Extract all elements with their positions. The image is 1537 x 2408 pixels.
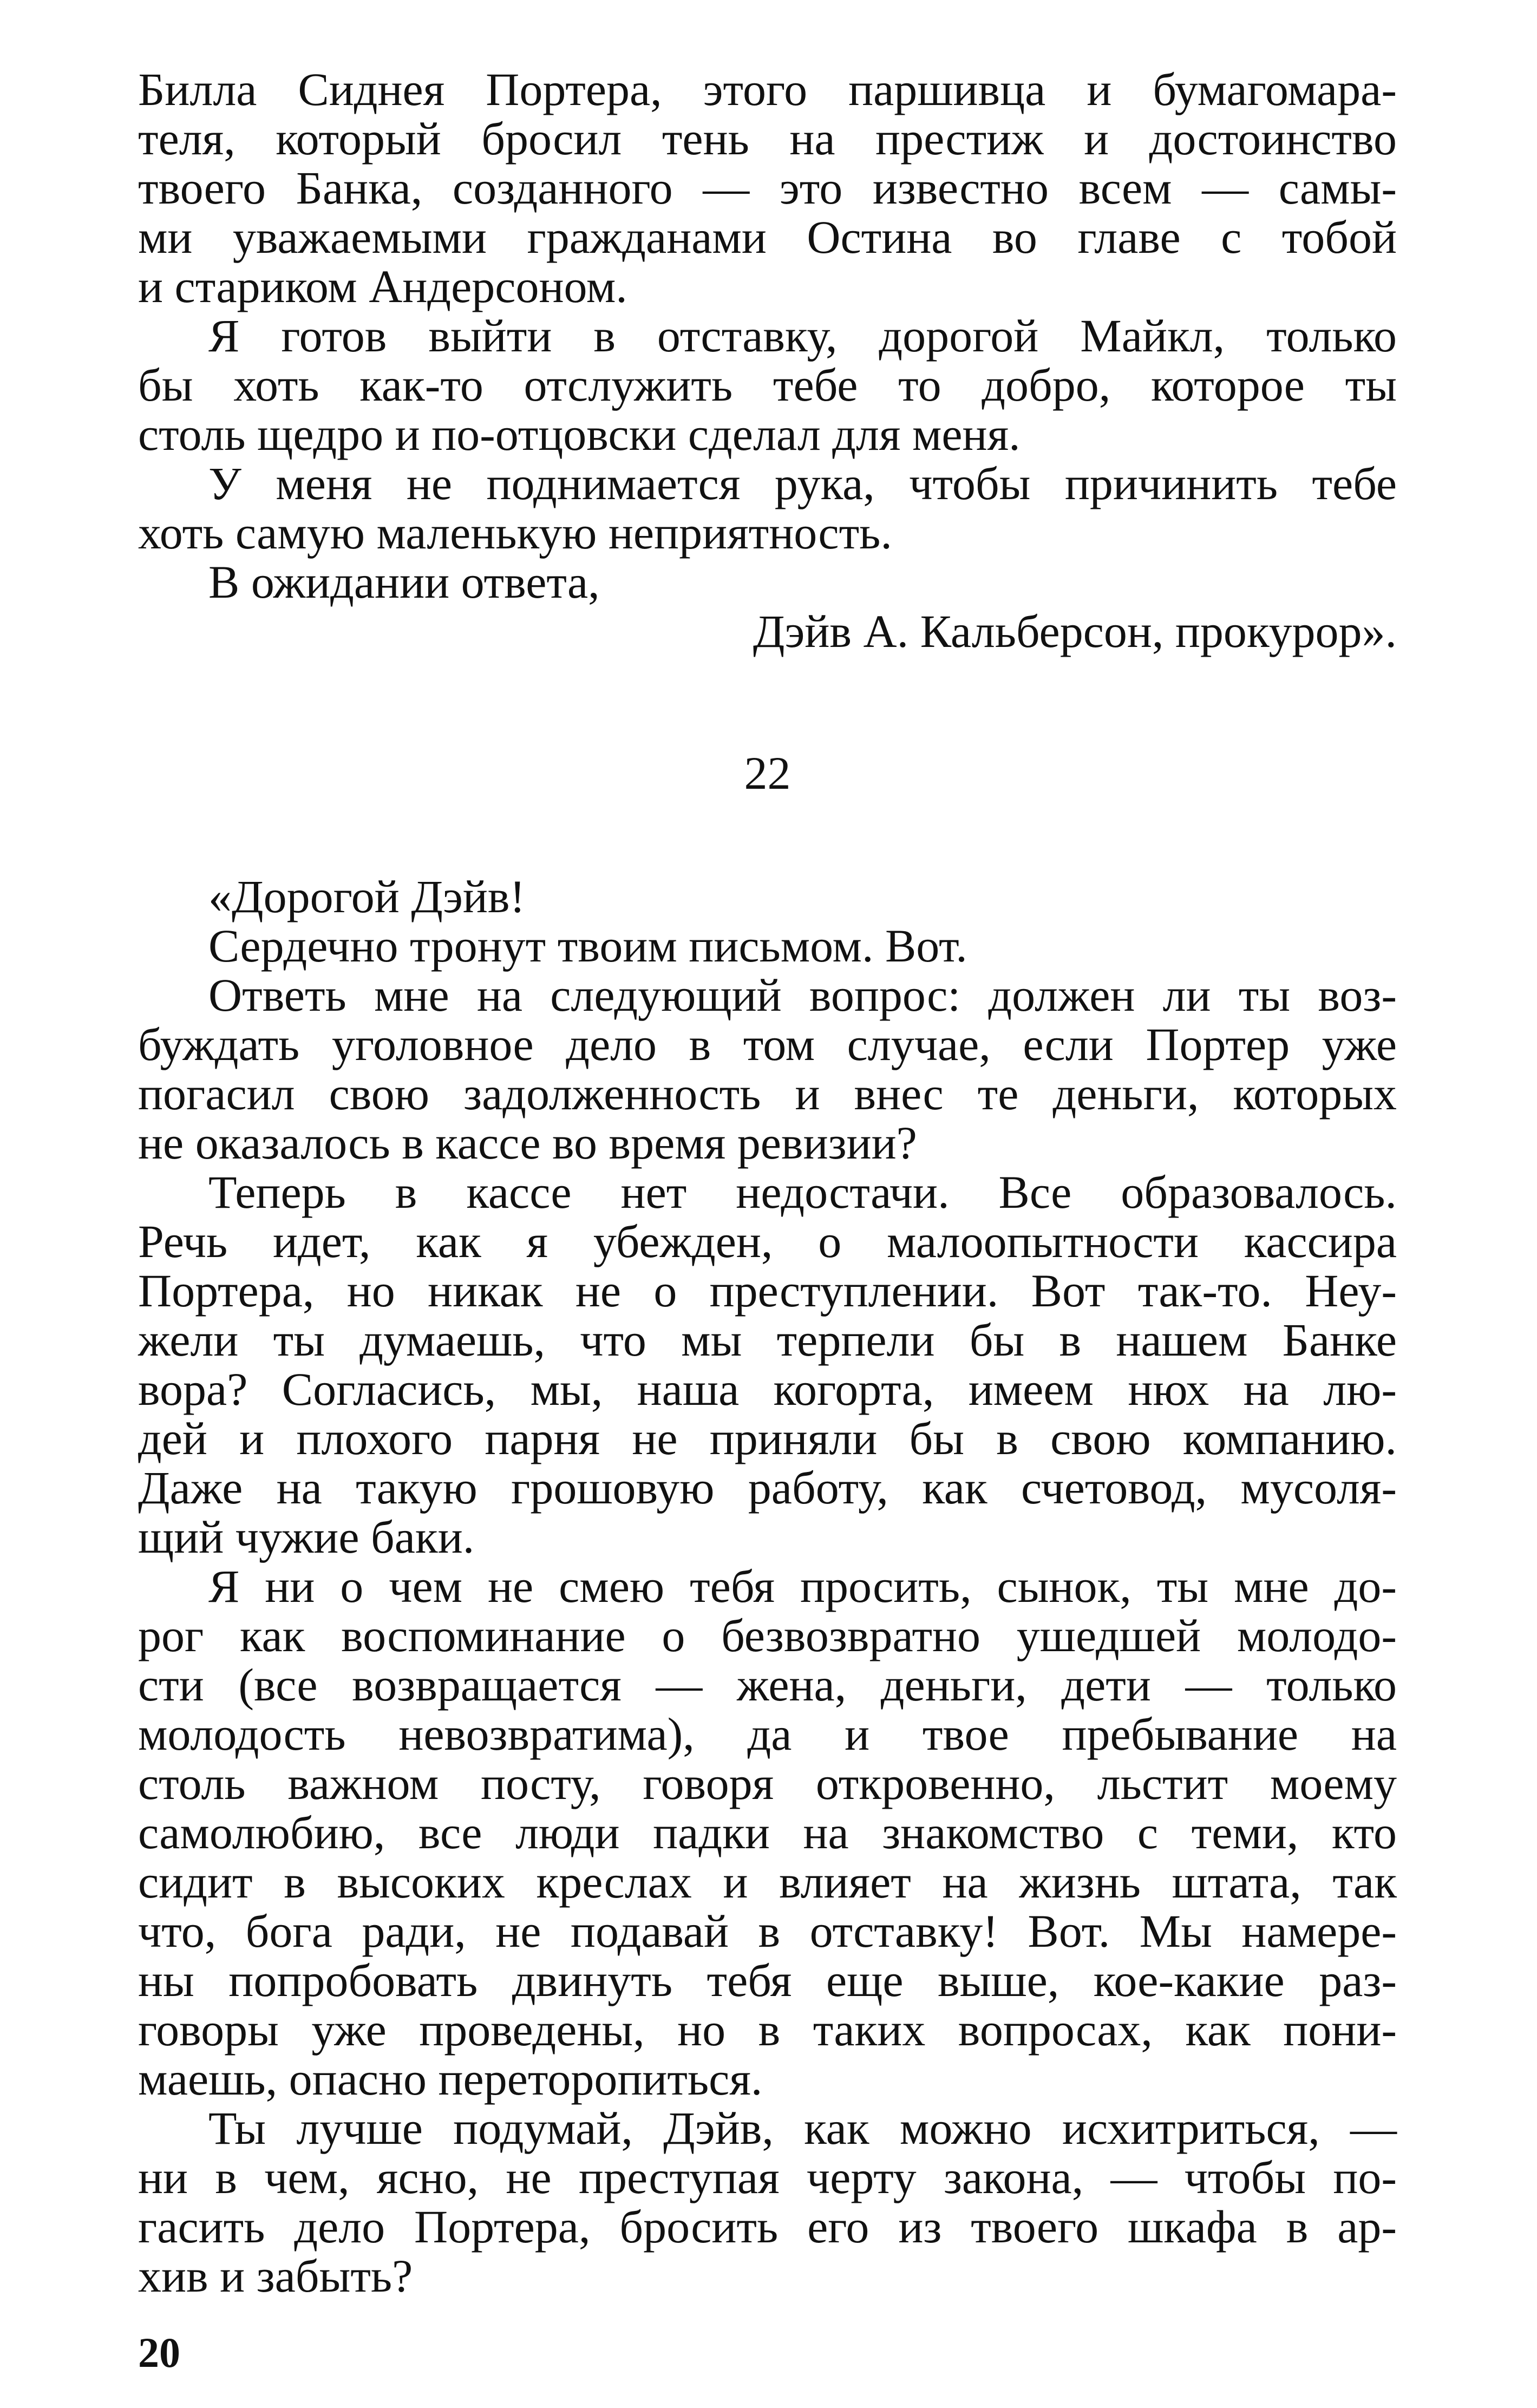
text-line: что, бога ради, не подавай в отставку! Вот. Мы намере- xyxy=(138,1905,1397,1957)
text-line: самолюбию, все люди падки на знакомство с теми, кто xyxy=(138,1807,1397,1859)
text-line: сидит в высоких креслах и влияет на жизнь штата, так xyxy=(138,1856,1397,1908)
text-line: погасил свою задолженность и внес те деньги, которых xyxy=(138,1068,1397,1120)
text-line: столь важном посту, говоря откровенно, льстит моему xyxy=(138,1757,1397,1809)
text-line: Ты лучше подумай, Дэйв, как можно исхитриться, — xyxy=(208,2102,1397,2154)
page-body xyxy=(138,65,1397,2301)
letter-reply xyxy=(138,872,1397,2301)
text-line: ны попробовать двинуть тебя еще выше, кое-какие раз- xyxy=(138,1954,1397,2006)
page-number: 20 xyxy=(138,2329,180,2376)
text-line: хив и забыть? xyxy=(138,2250,413,2302)
text-line: и стариком Андерсоном. xyxy=(138,260,627,312)
text-line: твоего Банка, созданного — это известно всем — самы- xyxy=(138,162,1397,214)
text-line: Ответь мне на следующий вопрос: должен ли ты воз- xyxy=(208,969,1397,1021)
text-line: дей и плохого парня не приняли бы в свою компанию. xyxy=(138,1412,1397,1464)
text-line: молодость невозвратима), да и твое пребывание на xyxy=(138,1708,1397,1760)
text-line: столь щедро и по-отцовски сделал для меня. xyxy=(138,408,1021,460)
text-line: Портера, но никак не о преступлении. Вот так-то. Неу- xyxy=(138,1265,1397,1317)
text-line: Я готов выйти в отставку, дорогой Майкл, только xyxy=(208,310,1397,362)
text-line: ни в чем, ясно, не преступая черту закона, — чтобы по- xyxy=(138,2151,1397,2203)
text-line: У меня не поднимается рука, чтобы причинить тебе xyxy=(208,457,1397,509)
chapter-number: 22 xyxy=(744,747,791,799)
text-line: «Дорогой Дэйв! xyxy=(208,871,526,922)
text-line: Теперь в кассе нет недостачи. Все образовалось. xyxy=(208,1166,1397,1218)
text-line: Речь идет, как я убежден, о малоопытности кассира xyxy=(138,1215,1397,1267)
text-line: бы хоть как-то отслужить тебе то добро, которое ты xyxy=(138,359,1397,411)
signature: Дэйв А. Кальберсон, прокурор». xyxy=(753,605,1397,657)
text-line: сти (все возвращается — жена, деньги, дети — только xyxy=(138,1659,1397,1711)
text-line: хоть самую маленькую неприятность. xyxy=(138,507,892,559)
text-line: маешь, опасно переторопиться. xyxy=(138,2053,763,2105)
text-line: В ожидании ответа, xyxy=(208,556,600,608)
text-line: щий чужие баки. xyxy=(138,1511,475,1563)
text-line: рог как воспоминание о безвозвратно ушедшей молодо- xyxy=(138,1609,1397,1661)
text-line: Я ни о чем не смею тебя просить, сынок, ты мне до- xyxy=(208,1560,1397,1612)
text-line: Сердечно тронут твоим письмом. Вот. xyxy=(208,920,967,972)
text-line: Даже на такую грошовую работу, как счетовод, мусоля- xyxy=(138,1462,1397,1514)
text-line: теля, который бросил тень на престиж и достоинство xyxy=(138,113,1397,165)
text-line: жели ты думаешь, что мы терпели бы в нашем Банке xyxy=(138,1314,1397,1366)
text-line: вора? Согласись, мы, наша когорта, имеем нюх на лю- xyxy=(138,1363,1397,1415)
text-line: ми уважаемыми гражданами Остина во главе с тобой xyxy=(138,211,1397,263)
text-line: Билла Сиднея Портера, этого паршивца и бумагомара- xyxy=(138,63,1397,115)
letter-ending xyxy=(138,65,1397,656)
text-line: буждать уголовное дело в том случае, если Портер уже xyxy=(138,1018,1397,1070)
text-line: гасить дело Портера, бросить его из твоего шкафа в ар- xyxy=(138,2201,1397,2253)
text-line: говоры уже проведены, но в таких вопросах, как пони- xyxy=(138,2004,1397,2056)
text-line: не оказалось в кассе во время ревизии? xyxy=(138,1117,917,1169)
